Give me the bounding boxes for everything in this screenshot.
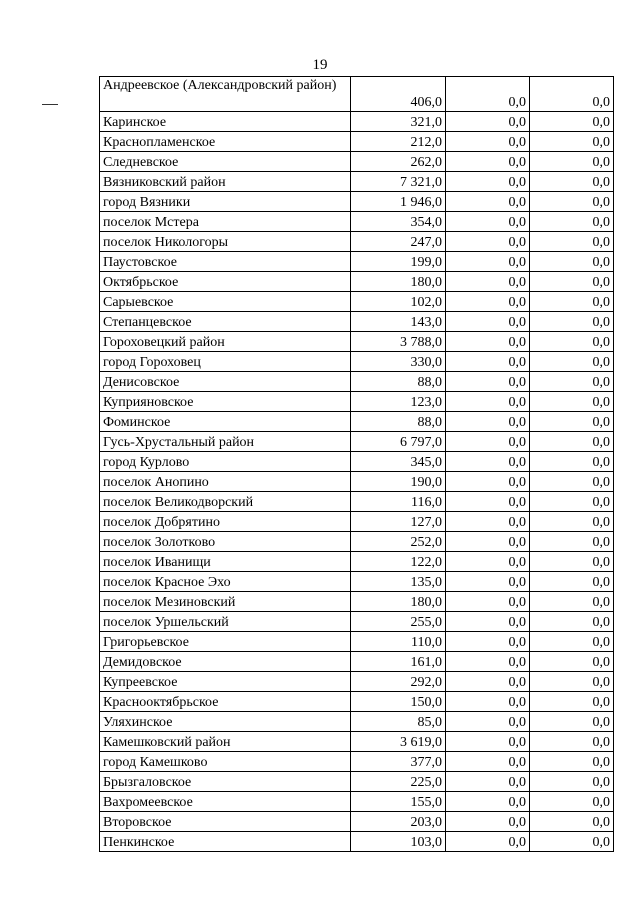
amount-cell: 180,0	[351, 272, 446, 292]
value-3-cell: 0,0	[530, 772, 614, 792]
value-2-cell: 0,0	[446, 492, 530, 512]
table-row	[100, 572, 614, 592]
value-2-cell: 0,0	[446, 332, 530, 352]
value-2-cell: 0,0	[446, 632, 530, 652]
region-name-cell: Денисовское	[100, 372, 351, 392]
value-3-cell: 0,0	[530, 652, 614, 672]
value-2-cell: 0,0	[446, 232, 530, 252]
amount-cell: 143,0	[351, 312, 446, 332]
value-3-cell: 0,0	[530, 172, 614, 192]
value-3-cell: 0,0	[530, 792, 614, 812]
table-row	[100, 292, 614, 312]
value-3-cell: 0,0	[530, 212, 614, 232]
region-name-cell: Демидовское	[100, 652, 351, 672]
amount-cell: 190,0	[351, 472, 446, 492]
region-name-cell: Краснооктябрьское	[100, 692, 351, 712]
table-row	[100, 192, 614, 212]
region-name-cell: поселок Анопино	[100, 472, 351, 492]
value-3-cell: 0,0	[530, 192, 614, 212]
table-row	[100, 752, 614, 772]
value-2-cell: 0,0	[446, 552, 530, 572]
amount-cell: 85,0	[351, 712, 446, 732]
value-2-cell: 0,0	[446, 372, 530, 392]
table-row	[100, 792, 614, 812]
budget-table	[99, 76, 614, 852]
value-2-cell: 0,0	[446, 572, 530, 592]
value-3-cell: 0,0	[530, 632, 614, 652]
amount-cell: 321,0	[351, 112, 446, 132]
value-2-cell: 0,0	[446, 392, 530, 412]
table-row	[100, 232, 614, 252]
region-name-cell: Пенкинское	[100, 832, 351, 852]
page-number: 19	[312, 57, 328, 73]
value-3-cell: 0,0	[530, 252, 614, 272]
value-2-cell: 0,0	[446, 412, 530, 432]
table-row	[100, 812, 614, 832]
table-row	[100, 532, 614, 552]
value-2-cell: 0,0	[446, 172, 530, 192]
region-name-cell: Паустовское	[100, 252, 351, 272]
amount-cell: 330,0	[351, 352, 446, 372]
value-3-cell: 0,0	[530, 472, 614, 492]
table-row	[100, 77, 614, 112]
table-row	[100, 552, 614, 572]
value-2-cell: 0,0	[446, 832, 530, 852]
value-2-cell: 0,0	[446, 132, 530, 152]
table-row	[100, 672, 614, 692]
value-2-cell: 0,0	[446, 512, 530, 532]
region-name-cell: Куприяновское	[100, 392, 351, 412]
value-3-cell: 0,0	[530, 292, 614, 312]
table-row	[100, 492, 614, 512]
region-name-cell: поселок Мстера	[100, 212, 351, 232]
value-3-cell: 0,0	[530, 812, 614, 832]
value-2-cell: 0,0	[446, 452, 530, 472]
value-3-cell: 0,0	[530, 492, 614, 512]
region-name-cell: поселок Красное Эхо	[100, 572, 351, 592]
region-name-cell: Вязниковский район	[100, 172, 351, 192]
region-name-cell: поселок Мезиновский	[100, 592, 351, 612]
amount-cell: 180,0	[351, 592, 446, 612]
region-name-cell: Вахромеевское	[100, 792, 351, 812]
region-name-cell: Андреевское (Александровский район)	[100, 77, 351, 112]
region-name-cell: город Гороховец	[100, 352, 351, 372]
table-row	[100, 252, 614, 272]
table-row	[100, 632, 614, 652]
amount-cell: 406,0	[351, 77, 446, 112]
value-2-cell: 0,0	[446, 252, 530, 272]
value-2-cell: 0,0	[446, 792, 530, 812]
value-2-cell: 0,0	[446, 192, 530, 212]
value-3-cell: 0,0	[530, 732, 614, 752]
amount-cell: 345,0	[351, 452, 446, 472]
value-3-cell: 0,0	[530, 592, 614, 612]
value-3-cell: 0,0	[530, 272, 614, 292]
table-row	[100, 612, 614, 632]
value-2-cell: 0,0	[446, 77, 530, 112]
value-3-cell: 0,0	[530, 132, 614, 152]
table-row	[100, 652, 614, 672]
table-row	[100, 712, 614, 732]
amount-cell: 88,0	[351, 372, 446, 392]
value-3-cell: 0,0	[530, 412, 614, 432]
value-2-cell: 0,0	[446, 752, 530, 772]
table-row	[100, 452, 614, 472]
value-3-cell: 0,0	[530, 112, 614, 132]
amount-cell: 102,0	[351, 292, 446, 312]
amount-cell: 247,0	[351, 232, 446, 252]
region-name-cell: Октябрьское	[100, 272, 351, 292]
amount-cell: 255,0	[351, 612, 446, 632]
value-3-cell: 0,0	[530, 752, 614, 772]
table-row	[100, 152, 614, 172]
value-2-cell: 0,0	[446, 772, 530, 792]
amount-cell: 110,0	[351, 632, 446, 652]
region-name-cell: Фоминское	[100, 412, 351, 432]
value-3-cell: 0,0	[530, 512, 614, 532]
amount-cell: 103,0	[351, 832, 446, 852]
value-2-cell: 0,0	[446, 592, 530, 612]
value-3-cell: 0,0	[530, 312, 614, 332]
table-row	[100, 332, 614, 352]
value-2-cell: 0,0	[446, 612, 530, 632]
table-row	[100, 732, 614, 752]
amount-cell: 1 946,0	[351, 192, 446, 212]
amount-cell: 203,0	[351, 812, 446, 832]
table-row	[100, 172, 614, 192]
region-name-cell: поселок Великодворский	[100, 492, 351, 512]
value-2-cell: 0,0	[446, 652, 530, 672]
region-name-cell: поселок Иванищи	[100, 552, 351, 572]
region-name-cell: Григорьевское	[100, 632, 351, 652]
region-name-cell: Следневское	[100, 152, 351, 172]
amount-cell: 88,0	[351, 412, 446, 432]
amount-cell: 3 788,0	[351, 332, 446, 352]
table-row	[100, 432, 614, 452]
value-2-cell: 0,0	[446, 732, 530, 752]
amount-cell: 150,0	[351, 692, 446, 712]
amount-cell: 262,0	[351, 152, 446, 172]
amount-cell: 135,0	[351, 572, 446, 592]
amount-cell: 212,0	[351, 132, 446, 152]
value-2-cell: 0,0	[446, 312, 530, 332]
value-3-cell: 0,0	[530, 832, 614, 852]
amount-cell: 354,0	[351, 212, 446, 232]
value-3-cell: 0,0	[530, 392, 614, 412]
value-3-cell: 0,0	[530, 692, 614, 712]
value-2-cell: 0,0	[446, 152, 530, 172]
value-3-cell: 0,0	[530, 232, 614, 252]
value-2-cell: 0,0	[446, 272, 530, 292]
amount-cell: 292,0	[351, 672, 446, 692]
amount-cell: 6 797,0	[351, 432, 446, 452]
region-name-cell: поселок Никологоры	[100, 232, 351, 252]
amount-cell: 123,0	[351, 392, 446, 412]
value-3-cell: 0,0	[530, 672, 614, 692]
table-row	[100, 112, 614, 132]
region-name-cell: Гороховецкий район	[100, 332, 351, 352]
region-name-cell: Гусь-Хрустальный район	[100, 432, 351, 452]
amount-cell: 225,0	[351, 772, 446, 792]
table-row	[100, 352, 614, 372]
table-row	[100, 472, 614, 492]
table-row	[100, 132, 614, 152]
region-name-cell: Купреевское	[100, 672, 351, 692]
value-3-cell: 0,0	[530, 452, 614, 472]
margin-mark	[42, 104, 58, 105]
table-row	[100, 512, 614, 532]
region-name-cell: Камешковский район	[100, 732, 351, 752]
value-3-cell: 0,0	[530, 552, 614, 572]
value-2-cell: 0,0	[446, 292, 530, 312]
value-2-cell: 0,0	[446, 812, 530, 832]
table-row	[100, 412, 614, 432]
table-body	[100, 77, 614, 852]
region-name-cell: поселок Добрятино	[100, 512, 351, 532]
table-row	[100, 272, 614, 292]
value-3-cell: 0,0	[530, 712, 614, 732]
region-name-cell: Сарыевское	[100, 292, 351, 312]
value-3-cell: 0,0	[530, 77, 614, 112]
value-3-cell: 0,0	[530, 532, 614, 552]
region-name-cell: поселок Уршельский	[100, 612, 351, 632]
amount-cell: 122,0	[351, 552, 446, 572]
amount-cell: 377,0	[351, 752, 446, 772]
value-2-cell: 0,0	[446, 712, 530, 732]
value-3-cell: 0,0	[530, 152, 614, 172]
region-name-cell: Степанцевское	[100, 312, 351, 332]
region-name-cell: Уляхинское	[100, 712, 351, 732]
region-name-cell: Краснопламенское	[100, 132, 351, 152]
value-2-cell: 0,0	[446, 212, 530, 232]
amount-cell: 252,0	[351, 532, 446, 552]
table-row	[100, 212, 614, 232]
value-2-cell: 0,0	[446, 532, 530, 552]
region-name-cell: Каринское	[100, 112, 351, 132]
amount-cell: 3 619,0	[351, 732, 446, 752]
value-3-cell: 0,0	[530, 332, 614, 352]
amount-cell: 7 321,0	[351, 172, 446, 192]
table-row	[100, 772, 614, 792]
region-name-cell: город Вязники	[100, 192, 351, 212]
value-3-cell: 0,0	[530, 352, 614, 372]
region-name-cell: Брызгаловское	[100, 772, 351, 792]
amount-cell: 161,0	[351, 652, 446, 672]
amount-cell: 199,0	[351, 252, 446, 272]
value-2-cell: 0,0	[446, 472, 530, 492]
table-row	[100, 392, 614, 412]
value-3-cell: 0,0	[530, 612, 614, 632]
table-row	[100, 372, 614, 392]
amount-cell: 155,0	[351, 792, 446, 812]
amount-cell: 127,0	[351, 512, 446, 532]
value-2-cell: 0,0	[446, 692, 530, 712]
table-row	[100, 832, 614, 852]
value-3-cell: 0,0	[530, 432, 614, 452]
region-name-cell: город Курлово	[100, 452, 351, 472]
table-row	[100, 312, 614, 332]
region-name-cell: город Камешково	[100, 752, 351, 772]
value-2-cell: 0,0	[446, 672, 530, 692]
value-3-cell: 0,0	[530, 572, 614, 592]
region-name-cell: Второвское	[100, 812, 351, 832]
value-2-cell: 0,0	[446, 112, 530, 132]
value-3-cell: 0,0	[530, 372, 614, 392]
region-name-cell: поселок Золотково	[100, 532, 351, 552]
table-row	[100, 592, 614, 612]
table-row	[100, 692, 614, 712]
value-2-cell: 0,0	[446, 352, 530, 372]
amount-cell: 116,0	[351, 492, 446, 512]
value-2-cell: 0,0	[446, 432, 530, 452]
